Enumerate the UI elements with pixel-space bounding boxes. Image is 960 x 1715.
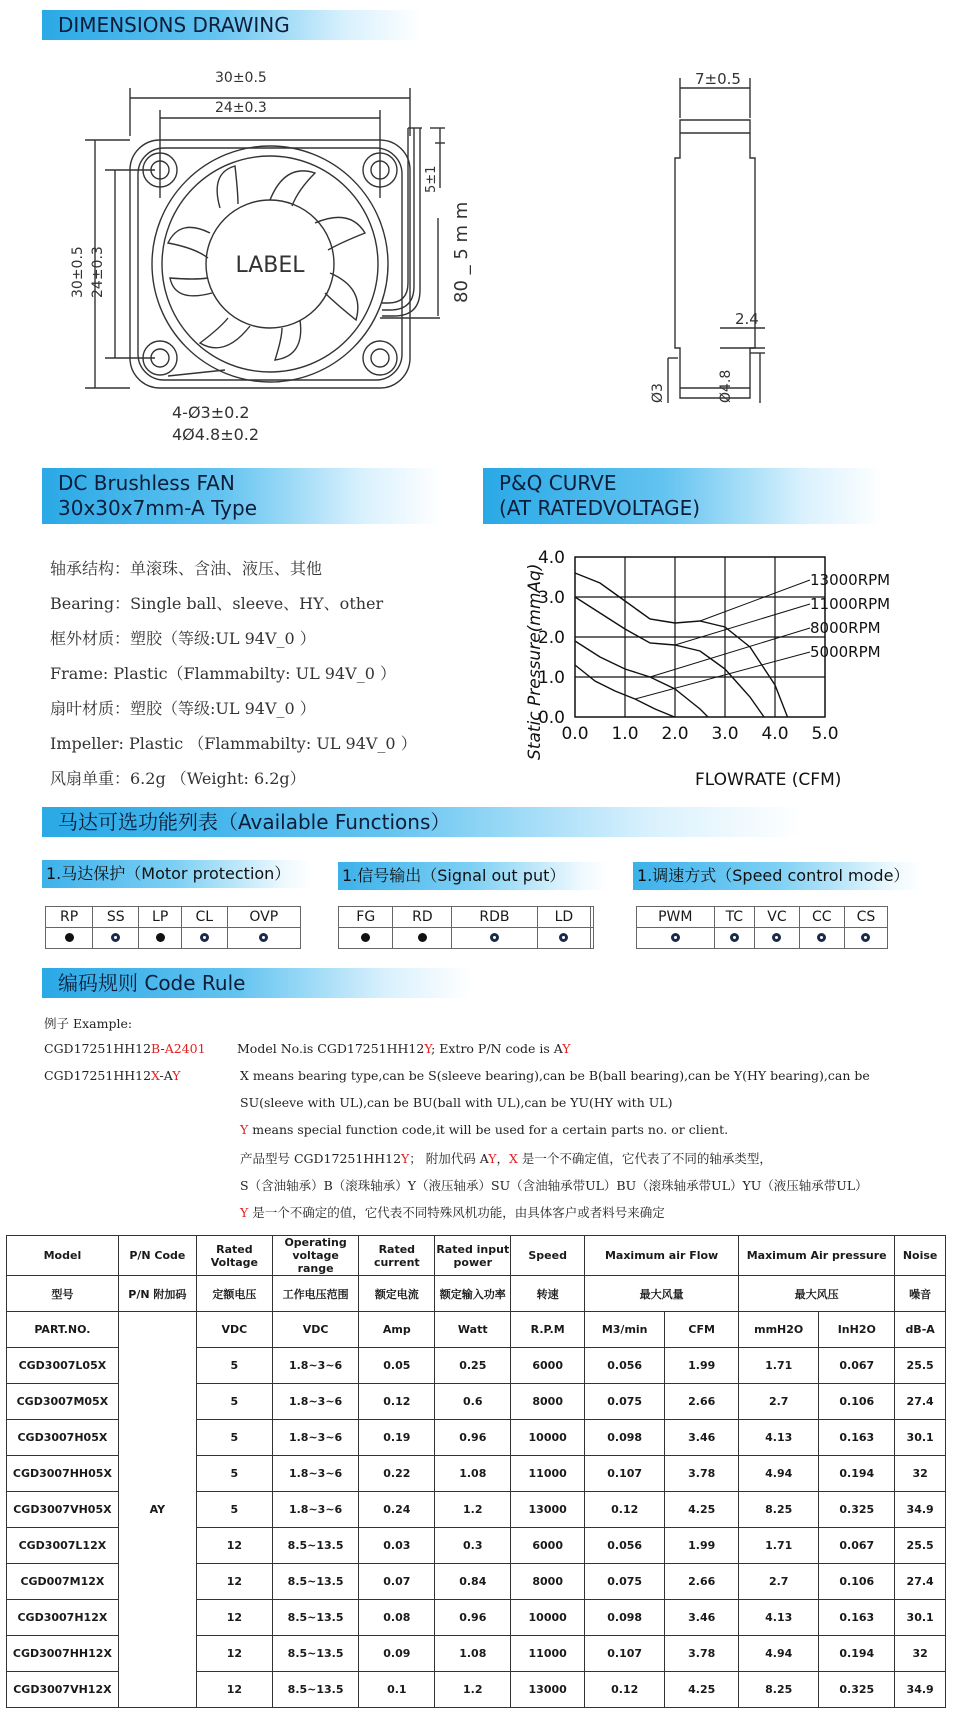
table-cell: 0.07: [359, 1564, 435, 1600]
table-cell: 2.7: [739, 1384, 819, 1420]
table-cell: 11000: [511, 1456, 585, 1492]
example-1-part: CGD17251HH12: [44, 1041, 152, 1056]
x-tick-label: 0.0: [561, 724, 589, 744]
table-header: Rated Voltage: [196, 1236, 272, 1276]
fan-spec-table: [6, 1235, 946, 1708]
code-rule-title: 编码规则 Code Rule: [42, 968, 472, 998]
table-cell: 8.5~13.5: [272, 1672, 359, 1708]
table-cell: 3.46: [665, 1420, 739, 1456]
line6-text: 是一个不确定的值，它代表不同特殊风机功能，由具体客户或者料号来确定: [248, 1205, 665, 1220]
ring-dot-icon: [111, 933, 120, 942]
ring-dot-icon: [490, 933, 499, 942]
fan-label-text: LABEL: [235, 253, 305, 278]
function-label: VC: [755, 907, 800, 928]
table-unit-header: CFM: [665, 1312, 739, 1348]
x-tick-label: 4.0: [761, 724, 789, 744]
example-1-code: [44, 1041, 206, 1056]
table-header: Noise: [895, 1236, 946, 1276]
speed-control-title: 1.调速方式（Speed control mode）: [633, 862, 923, 890]
table-cell: 1.8~3~6: [272, 1384, 359, 1420]
signal-output-table: [338, 906, 594, 949]
dim-outer-width: 30±0.5: [215, 70, 267, 86]
series-line: [575, 641, 708, 717]
dim-hole-2: 4Ø4.8±0.2: [172, 425, 260, 444]
legend-label: 11000RPM: [810, 595, 891, 613]
table-cell: 30.1: [895, 1420, 946, 1456]
table-cell: 1.71: [739, 1348, 819, 1384]
part-number-cell: CGD3007HH12X: [7, 1636, 119, 1672]
pn-code-cell: AY: [118, 1312, 196, 1708]
table-cell: 0.09: [359, 1636, 435, 1672]
table-unit-header: R.P.M: [511, 1312, 585, 1348]
legend-leader: [635, 652, 810, 699]
ring-dot-icon: [259, 933, 268, 942]
part-number-cell: CGD3007VH12X: [7, 1672, 119, 1708]
table-header-cn: 转速: [511, 1276, 585, 1312]
line4-e: ，: [496, 1151, 510, 1166]
dim-inner-width: 24±0.3: [215, 100, 267, 116]
table-header-cn: 型号: [7, 1276, 119, 1312]
table-header-cn: 最大风压: [739, 1276, 895, 1312]
table-cell: 5: [196, 1456, 272, 1492]
table-cell: 0.08: [359, 1600, 435, 1636]
legend-leader: [700, 580, 810, 621]
table-cell: 1.8~3~6: [272, 1456, 359, 1492]
part-number-cell: CGD007M12X: [7, 1564, 119, 1600]
example-1-desc: [237, 1041, 571, 1056]
function-label: RD: [393, 907, 452, 928]
table-cell: 8.5~13.5: [272, 1600, 359, 1636]
desc-extro: ; Extro P/N code is A: [431, 1041, 563, 1056]
dim-outer-height: 30±0.5: [70, 246, 86, 298]
table-header-cn: 工作电压范围: [272, 1276, 359, 1312]
table-cell: 0.098: [585, 1420, 665, 1456]
y-tick-label: 1.0: [537, 668, 565, 688]
spec-line: Frame: Plastic（Flammabilty: UL 94V_0 ）: [50, 664, 396, 683]
pq-curve-chart: [510, 545, 930, 795]
table-cell: 0.056: [585, 1528, 665, 1564]
x-tick-label: 5.0: [811, 724, 839, 744]
spec-line: 扇叶材质：塑胶（等级:UL 94V_0 ）: [50, 699, 316, 718]
table-header-cn: 额定电流: [359, 1276, 435, 1312]
function-indicator: [93, 928, 139, 949]
table-cell: 12: [196, 1672, 272, 1708]
ring-dot-icon: [817, 933, 826, 942]
line3-text: means special function code,it will be used for a certain parts no. or client.: [248, 1122, 729, 1137]
table-cell: 0.24: [359, 1492, 435, 1528]
example-2-part: CGD17251HH12: [44, 1068, 152, 1083]
table-cell: 4.13: [739, 1600, 819, 1636]
table-cell: 2.66: [665, 1564, 739, 1600]
table-cell: 0.106: [819, 1564, 895, 1600]
spec-line: Bearing：Single ball、sleeve、HY、other: [50, 594, 384, 613]
table-cell: 8000: [511, 1384, 585, 1420]
table-cell: 10000: [511, 1600, 585, 1636]
example-2-x: X: [151, 1068, 160, 1083]
dimensions-title: DIMENSIONS DRAWING: [42, 10, 422, 40]
table-cell: 12: [196, 1528, 272, 1564]
spec-line: Impeller: Plastic （Flammabilty: UL 94V_0 ）: [50, 734, 417, 753]
x-tick-label: 3.0: [711, 724, 739, 744]
table-cell: 0.25: [435, 1348, 511, 1384]
table-cell: 1.8~3~6: [272, 1348, 359, 1384]
fan-title: [42, 468, 442, 524]
table-unit-header: Watt: [435, 1312, 511, 1348]
table-cell: 0.22: [359, 1456, 435, 1492]
ring-dot-icon: [861, 933, 870, 942]
table-cell: 30.1: [895, 1600, 946, 1636]
function-label: CC: [799, 907, 844, 928]
table-cell: 4.13: [739, 1420, 819, 1456]
table-cell: 0.05: [359, 1348, 435, 1384]
table-cell: 4.94: [739, 1636, 819, 1672]
x-tick-label: 1.0: [611, 724, 639, 744]
spec-line: 轴承结构：单滚珠、含油、液压、其他: [50, 559, 323, 578]
code-rule-line-3: [240, 1122, 728, 1137]
function-label: LD: [537, 907, 591, 928]
table-header-cn: P/N 附加码: [118, 1276, 196, 1312]
table-cell: 2.7: [739, 1564, 819, 1600]
legend-label: 5000RPM: [810, 643, 881, 661]
desc-y2: Y: [562, 1041, 571, 1056]
table-cell: 8000: [511, 1564, 585, 1600]
table-header: Rated current: [359, 1236, 435, 1276]
table-cell: 0.107: [585, 1636, 665, 1672]
line4-g: 是一个不确定值，它代表了不同的轴承类型，: [517, 1151, 772, 1166]
table-cell: 0.325: [819, 1672, 895, 1708]
table-cell: 1.08: [435, 1636, 511, 1672]
table-cell: 5: [196, 1348, 272, 1384]
table-cell: 12: [196, 1600, 272, 1636]
table-cell: 5: [196, 1384, 272, 1420]
table-cell: 1.08: [435, 1456, 511, 1492]
table-cell: 27.4: [895, 1384, 946, 1420]
ring-dot-icon: [671, 933, 680, 942]
function-label: LP: [139, 907, 181, 928]
table-cell: 1.2: [435, 1672, 511, 1708]
dim-wire-end: 5±1: [424, 165, 439, 193]
front-view-drawing: [60, 58, 500, 458]
ring-dot-icon: [200, 933, 209, 942]
table-cell: 0.098: [585, 1600, 665, 1636]
function-label: CL: [181, 907, 227, 928]
table-unit-header: dB-A: [895, 1312, 946, 1348]
function-label: FG: [339, 907, 393, 928]
code-rule-line-4: [240, 1149, 772, 1167]
function-indicator: [799, 928, 844, 949]
function-indicator: [393, 928, 452, 949]
table-header: Operating voltage range: [272, 1236, 359, 1276]
table-cell: 12: [196, 1564, 272, 1600]
table-header: P/N Code: [118, 1236, 196, 1276]
table-header: Speed: [511, 1236, 585, 1276]
legend-label: 13000RPM: [810, 571, 891, 589]
table-cell: 0.056: [585, 1348, 665, 1384]
desc-y: Y: [424, 1041, 432, 1056]
table-cell: 0.107: [585, 1456, 665, 1492]
part-number-cell: CGD3007HH05X: [7, 1456, 119, 1492]
function-indicator: [755, 928, 800, 949]
table-cell: 1.8~3~6: [272, 1420, 359, 1456]
function-indicator: [227, 928, 300, 949]
dim-hole-1: 4-Ø3±0.2: [172, 403, 250, 422]
dim-inner-height: 24±0.3: [90, 246, 106, 298]
table-cell: 25.5: [895, 1528, 946, 1564]
example-1-bearing: B: [151, 1041, 161, 1056]
table-cell: 5: [196, 1420, 272, 1456]
part-number-cell: CGD3007VH05X: [7, 1492, 119, 1528]
table-header-cn: 噪音: [895, 1276, 946, 1312]
y-tick-label: 2.0: [537, 628, 565, 648]
part-number-cell: CGD3007L12X: [7, 1528, 119, 1564]
table-cell: 8.25: [739, 1492, 819, 1528]
motor-protection-title: 1.马达保护（Motor protection）: [42, 860, 312, 888]
dim-d48: Ø4.8: [718, 369, 734, 403]
table-cell: 0.067: [819, 1348, 895, 1384]
table-cell: 5: [196, 1492, 272, 1528]
table-header: Model: [7, 1236, 119, 1276]
side-view-drawing: [640, 58, 770, 458]
part-number-cell: CGD3007L05X: [7, 1348, 119, 1384]
table-unit-header: M3/min: [585, 1312, 665, 1348]
table-cell: 0.163: [819, 1420, 895, 1456]
table-cell: 0.96: [435, 1600, 511, 1636]
function-indicator: [139, 928, 181, 949]
table-cell: 8.25: [739, 1672, 819, 1708]
dim-step: 2.4: [735, 310, 759, 328]
line4-c: ； 附加代码 A: [409, 1151, 489, 1166]
example-label: 例子 Example:: [44, 1016, 133, 1031]
ring-dot-icon: [772, 933, 781, 942]
fan-title-line1: DC Brushless FAN: [58, 471, 235, 495]
table-cell: 1.2: [435, 1492, 511, 1528]
table-cell: 32: [895, 1636, 946, 1672]
filled-dot-icon: [156, 933, 165, 942]
fan-title-line2: 30x30x7mm-A Type: [58, 496, 258, 520]
ring-dot-icon: [559, 933, 568, 942]
function-indicator: [637, 928, 715, 949]
filled-dot-icon: [361, 933, 370, 942]
example-1-extro: A2401: [164, 1041, 206, 1056]
curve-title-line1: P&Q CURVE: [499, 471, 617, 495]
table-cell: 0.075: [585, 1564, 665, 1600]
spec-line: 框外材质：塑胶（等级:UL 94V_0 ）: [50, 629, 316, 648]
table-cell: 0.075: [585, 1384, 665, 1420]
table-cell: 0.067: [819, 1528, 895, 1564]
table-header: Maximum air Flow: [585, 1236, 739, 1276]
filled-dot-icon: [65, 933, 74, 942]
motor-protection-table: [45, 906, 301, 949]
table-cell: 0.12: [585, 1672, 665, 1708]
table-cell: 0.163: [819, 1600, 895, 1636]
table-cell: 8.5~13.5: [272, 1636, 359, 1672]
example-1-sep: -: [160, 1041, 165, 1056]
table-cell: 1.99: [665, 1348, 739, 1384]
table-cell: 25.5: [895, 1348, 946, 1384]
line4-a: 产品型号 CGD17251HH12: [240, 1151, 402, 1166]
line3-y: Y: [240, 1122, 249, 1137]
spec-line: 风扇单重：6.2g （Weight: 6.2g）: [50, 769, 306, 788]
table-cell: 32: [895, 1456, 946, 1492]
legend-label: 8000RPM: [810, 619, 881, 637]
function-indicator: [46, 928, 93, 949]
table-cell: 0.96: [435, 1420, 511, 1456]
table-unit-header: InH2O: [819, 1312, 895, 1348]
table-cell: 6000: [511, 1528, 585, 1564]
function-label: RDB: [452, 907, 537, 928]
speed-control-table: [636, 906, 888, 949]
function-label: SS: [93, 907, 139, 928]
table-cell: 6000: [511, 1348, 585, 1384]
curve-title-line2: (AT RATEDVOLTAGE): [499, 496, 701, 520]
functions-title: 马达可选功能列表（Available Functions）: [42, 807, 802, 837]
table-cell: 8.5~13.5: [272, 1528, 359, 1564]
function-label: [591, 907, 594, 928]
function-label: TC: [714, 907, 755, 928]
table-unit-header: VDC: [272, 1312, 359, 1348]
table-cell: 4.94: [739, 1456, 819, 1492]
table-header: Rated input power: [435, 1236, 511, 1276]
table-cell: 3.78: [665, 1636, 739, 1672]
table-cell: 10000: [511, 1420, 585, 1456]
part-number-cell: CGD3007H05X: [7, 1420, 119, 1456]
table-cell: 11000: [511, 1636, 585, 1672]
y-tick-label: 4.0: [537, 548, 565, 568]
function-label: CS: [844, 907, 887, 928]
dim-wire-length: 80 _ 5 m m: [451, 201, 472, 303]
table-cell: 0.194: [819, 1456, 895, 1492]
table-cell: 1.8~3~6: [272, 1492, 359, 1528]
table-cell: 0.325: [819, 1492, 895, 1528]
table-cell: 0.106: [819, 1384, 895, 1420]
function-indicator: [339, 928, 393, 949]
x-tick-label: 2.0: [661, 724, 689, 744]
line4-f: X: [509, 1151, 518, 1166]
table-header-cn: 最大风量: [585, 1276, 739, 1312]
table-cell: 3.46: [665, 1600, 739, 1636]
table-cell: 0.1: [359, 1672, 435, 1708]
code-rule-line-6: [240, 1203, 665, 1221]
function-indicator: [452, 928, 537, 949]
table-cell: 1.71: [739, 1528, 819, 1564]
function-label: OVP: [227, 907, 300, 928]
table-cell: 0.3: [435, 1528, 511, 1564]
part-number-cell: CGD3007M05X: [7, 1384, 119, 1420]
table-cell: 13000: [511, 1672, 585, 1708]
table-cell: 4.25: [665, 1672, 739, 1708]
desc-part: Model No.is CGD17251HH12: [237, 1041, 425, 1056]
table-cell: 12: [196, 1636, 272, 1672]
example-2-y: Y: [172, 1068, 181, 1083]
signal-output-title: 1.信号输出（Signal out put）: [338, 862, 608, 890]
example-2-code: [44, 1068, 181, 1083]
function-indicator: [181, 928, 227, 949]
table-cell: 0.6: [435, 1384, 511, 1420]
table-unit-header: VDC: [196, 1312, 272, 1348]
function-indicator: [591, 928, 594, 949]
table-cell: 0.03: [359, 1528, 435, 1564]
table-header-cn: 额定输入功率: [435, 1276, 511, 1312]
line6-y: Y: [240, 1205, 249, 1220]
part-number-cell: CGD3007H12X: [7, 1600, 119, 1636]
table-cell: 0.19: [359, 1420, 435, 1456]
line4-d: Y: [488, 1151, 497, 1166]
y-tick-label: 0.0: [537, 708, 565, 728]
chart-y-label: Static Pressure(mmAq): [525, 563, 545, 760]
table-unit-header: mmH2O: [739, 1312, 819, 1348]
table-unit-header: Amp: [359, 1312, 435, 1348]
function-label: PWM: [637, 907, 715, 928]
ring-dot-icon: [730, 933, 739, 942]
function-indicator: [714, 928, 755, 949]
code-rule-line-2: SU(sleeve with UL),can be BU(ball with UL),can be YU(HY with UL): [240, 1095, 673, 1110]
table-cell: 13000: [511, 1492, 585, 1528]
chart-x-label: FLOWRATE (CFM): [695, 770, 842, 790]
y-tick-label: 3.0: [537, 588, 565, 608]
table-cell: 2.66: [665, 1384, 739, 1420]
series-line: [575, 597, 764, 717]
dim-d3: Ø3: [650, 383, 666, 403]
line4-b: Y: [401, 1151, 410, 1166]
table-cell: 8.5~13.5: [272, 1564, 359, 1600]
example-2-sep: -A: [159, 1068, 173, 1083]
table-cell: 3.78: [665, 1456, 739, 1492]
table-cell: 34.9: [895, 1672, 946, 1708]
table-header-cn: 定额电压: [196, 1276, 272, 1312]
curve-title: [483, 468, 883, 524]
table-cell: 1.99: [665, 1528, 739, 1564]
table-cell: 34.9: [895, 1492, 946, 1528]
table-cell: 27.4: [895, 1564, 946, 1600]
filled-dot-icon: [418, 933, 427, 942]
dim-thickness: 7±0.5: [695, 70, 741, 88]
table-cell: 0.12: [359, 1384, 435, 1420]
table-cell: 0.194: [819, 1636, 895, 1672]
table-cell: 0.84: [435, 1564, 511, 1600]
table-cell: 0.12: [585, 1492, 665, 1528]
table-unit-header: PART.NO.: [7, 1312, 119, 1348]
table-header: Maximum Air pressure: [739, 1236, 895, 1276]
function-label: RP: [46, 907, 93, 928]
code-rule-line-1: X means bearing type,can be S(sleeve bearing),can be B(ball bearing),can be Y(HY bearing),can be: [240, 1068, 870, 1083]
function-indicator: [844, 928, 887, 949]
code-rule-line-5: S（含油轴承）B（滚珠轴承）Y（液压轴承）SU（含油轴承带UL）BU（滚珠轴承带UL）YU（液压轴承带UL）: [240, 1178, 868, 1193]
function-indicator: [537, 928, 591, 949]
legend-leader: [650, 628, 810, 677]
table-cell: 4.25: [665, 1492, 739, 1528]
legend-leader: [675, 604, 810, 645]
